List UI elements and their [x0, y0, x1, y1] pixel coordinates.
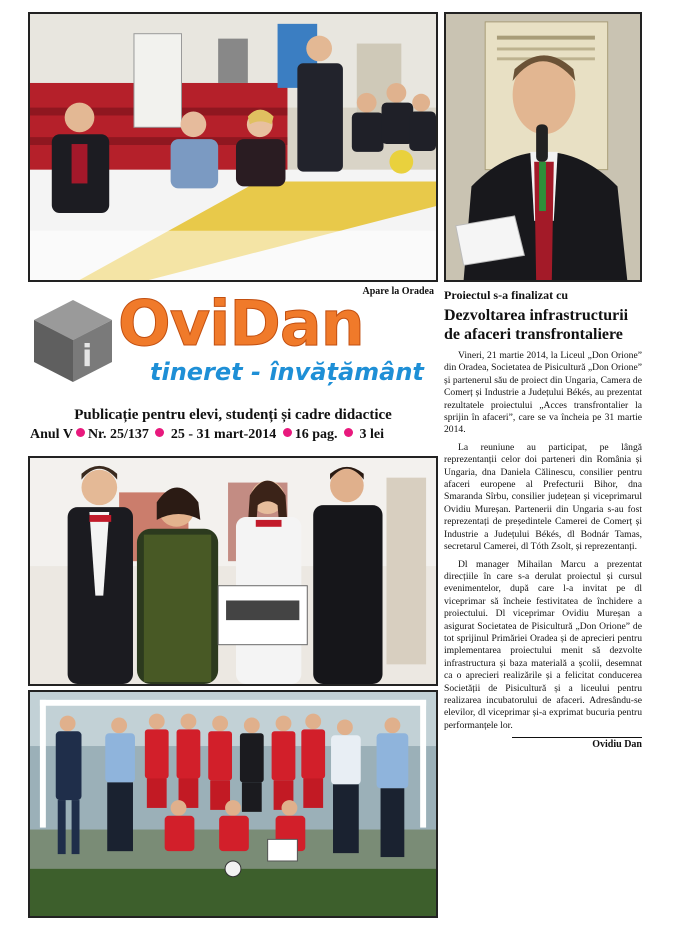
- photo-conference-panel: [28, 12, 438, 282]
- logo-title: OviDan: [118, 287, 364, 360]
- issue-year: Anul V: [30, 427, 73, 442]
- issue-price: 3 lei: [359, 427, 385, 442]
- tagline: Publicație pentru elevi, studenți și cadre didactice: [74, 407, 392, 423]
- bullet-dot-icon: [283, 428, 292, 437]
- article-signature: Ovidiu Dan: [592, 739, 642, 751]
- bullet-dot-icon: [155, 428, 164, 437]
- signature-divider: [512, 737, 642, 738]
- article-paragraph: La reuniune au participat, pe lângă reprezentanții celor doi parteneri din România și Ungaria, dna Daniela Călinescu, consilier pentru afaceri europene al Prefecturii Bihor, dna Smaranda Sîrbu, consilier județean și viceprimarul Ovidiu Mureșan. Partenerii din Ungaria s-au fost reprezentați de președintele Camerei de Comerț și Industrie a Județului Békés, dl Bodnár Tamas, secretarul Camerei, dl Tóth Zsolt, și reprezentanți.: [444, 441, 642, 553]
- article: [444, 288, 642, 918]
- article-kicker: Proiectul s-a finalizat cu: [444, 288, 569, 302]
- svg-text:i: i: [82, 339, 93, 374]
- issue-number: Nr. 25/137: [87, 427, 149, 442]
- issue-line: [30, 427, 436, 443]
- photo-speaker-microphone: [444, 12, 642, 282]
- logo-subtitle: tineret - învățământ: [150, 358, 424, 386]
- masthead: [28, 284, 438, 454]
- article-body: [444, 350, 642, 732]
- bullet-dot-icon: [344, 428, 353, 437]
- article-headline: Dezvoltarea infrastructurii de afaceri transfrontaliere: [444, 307, 629, 343]
- article-paragraph: Dl manager Mihailan Marcu a prezentat direcțiile în care s-a derulat proiectul și cursul evenimentelor, după care l-a invitat pe dl viceprimar să încheie festivitatea de închidere a proiectului. Dl viceprimar Ovidiu Mureșan a asigurat Societatea de Pisicultură „Don Orione” de tot sprijinul Primăriei Oradea și de aprecieri pentru implementarea proiectului menit să dezvolte infrastructura și baza materială a școlii, desemnat ca o aprecieri realizările și a felicitat conducerea Societății de Pisicultură și a liceului pentru realizarea incubatorului de afaceri. Adresându-se elevilor, dl viceprimar și-a exprimat bucuria pentru performanțele lor.: [444, 558, 642, 731]
- logo-cube-icon: [30, 296, 116, 386]
- article-paragraph: Vineri, 21 martie 2014, la Liceul „Don Orione” din Oradea, Societatea de Pisicultură „Don Orione” și partenerul său de proiect din Ungaria, Camera de Comerț și Industrie a Județului Békés, au prezentat rezultatele proiectului „Acces transfrontalier la sprijin în afaceri”, care se va încheia pe 31 martie 2014.: [444, 350, 642, 436]
- publication-place: Apare la Oradea: [362, 286, 434, 297]
- photo-students-group: [28, 456, 438, 686]
- bullet-dot-icon: [76, 428, 85, 437]
- issue-pages: 16 pag.: [294, 427, 338, 442]
- photo-sports-team: [28, 690, 438, 918]
- issue-dates: 25 - 31 mart-2014: [170, 427, 277, 442]
